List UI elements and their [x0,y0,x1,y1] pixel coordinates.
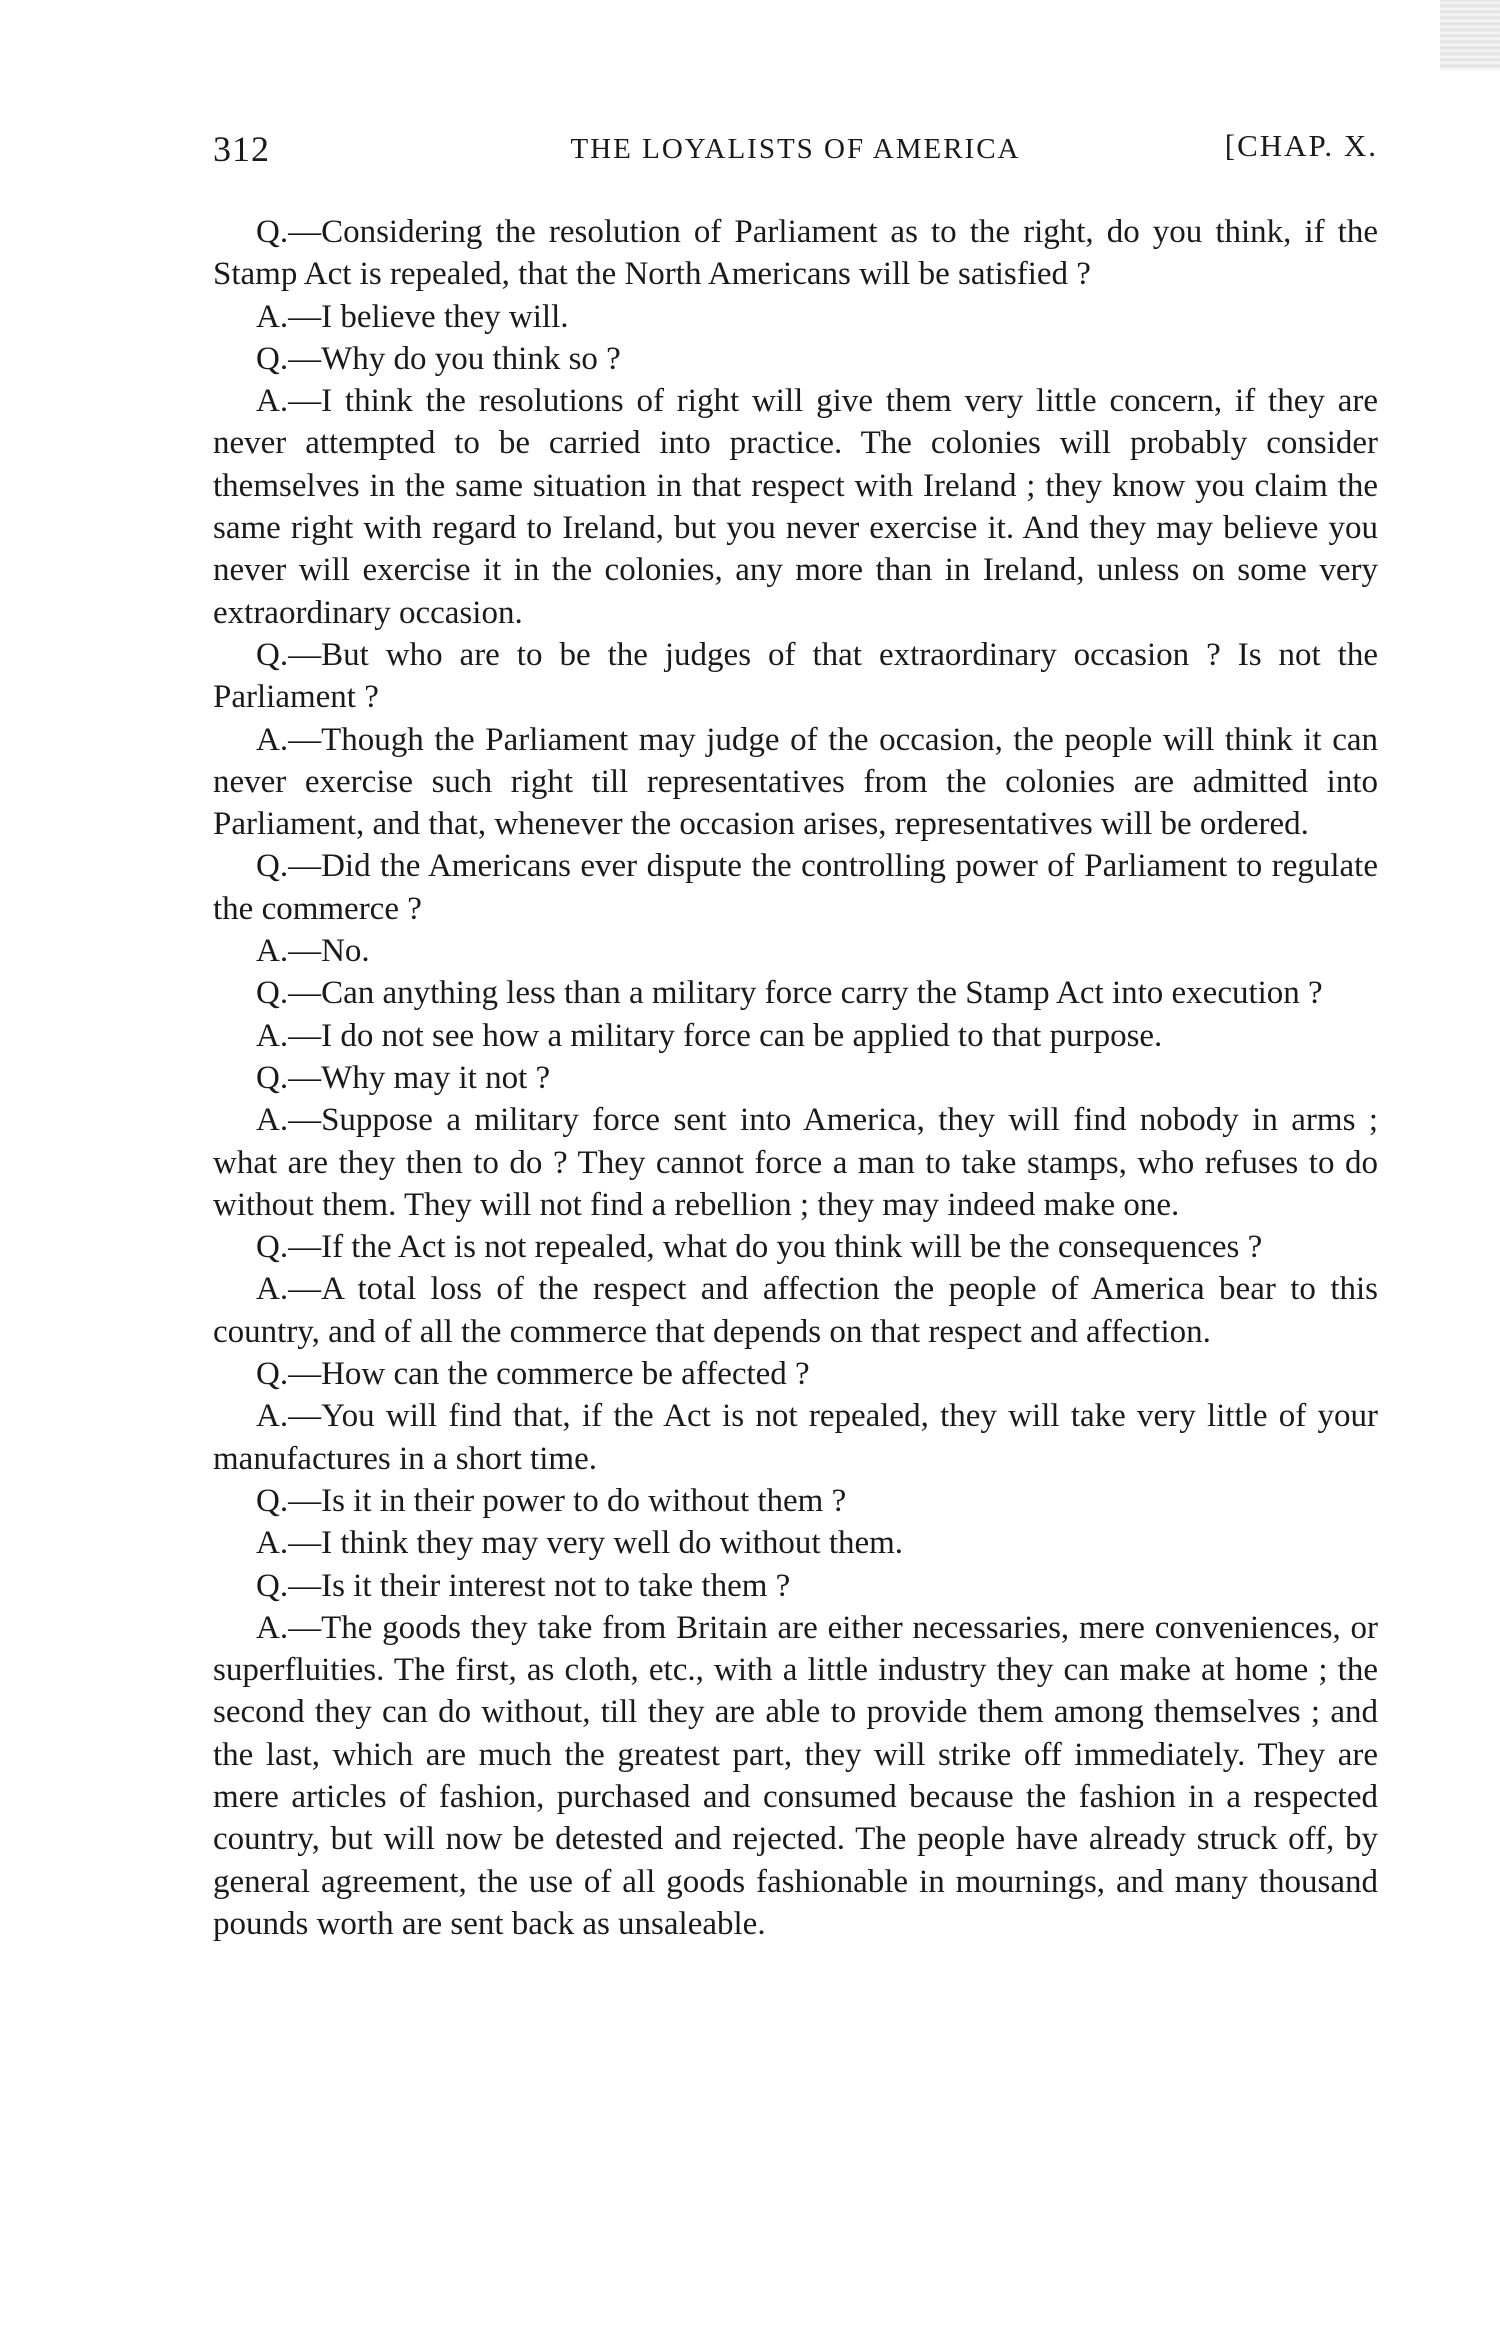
paragraph: A.—You will find that, if the Act is not repealed, they will take very little of your manufactures in a short time. [213,1398,1378,1477]
paragraph: Q.—But who are to be the judges of that extraordinary occasion ? Is not the Parliament ? [213,636,1378,716]
page-number: 312 [213,129,270,169]
paragraph: Q.—Why may it not ? [256,1059,551,1096]
paragraph: A.—I believe they will. [256,298,569,335]
chapter-label: [CHAP. X. [1224,128,1378,163]
paragraph: A.—The goods they take from Britain are either necessaries, mere conveniences, or superfluities. The first, as cloth, etc., with a little industry they can make at home ; the second they can do without, till they are able to provide them among themselves ; and the last, which are much the greatest part, they will strike off immediately. They are mere articles of fashion, purchased and consumed because the fashion in a respected country, but will now be detested and rejected. The people have already struck off, by general agreement, the use of all goods fashionable in mournings, and many thousand pounds worth are sent back as unsaleable. [213,1609,1378,1942]
running-title: THE LOYALISTS OF AMERICA [570,133,1021,165]
paragraph: A.—I do not see how a military force can be applied to that purpose. [256,1017,1163,1054]
paragraph: A.—I think the resolutions of right will give them very little concern, if they are never attempted to be carried into practice. The colonies will probably consider themselves in the same situation in that respect with Ireland ; they know you claim the same right with regard to Ireland, but you never exercise it. And they may believe you never will exercise it in the colonies, any more than in Ireland, unless on some very extraordinary occasion. [213,383,1378,631]
paragraph: Q.—Can anything less than a military force carry the Stamp Act into execution ? [256,975,1323,1012]
paragraph: A.—I think they may very well do without them. [256,1525,904,1562]
running-header [213,128,1378,178]
paragraph: A.—Suppose a military force sent into America, they will find nobody in arms ; what are they then to do ? They cannot force a man to take stamps, who refuses to do without them. They will not find a rebellion ; they may indeed make one. [213,1102,1378,1223]
scan-edge-artifact [1440,0,1500,70]
paragraph: Q.—Is it in their power to do without them ? [256,1482,847,1519]
paragraph: Q.—How can the commerce be affected ? [256,1356,810,1393]
page-body [213,211,1378,1945]
paragraph: A.—No. [256,933,370,970]
paragraph: A.—A total loss of the respect and affection the people of America bear to this country, and of all the commerce that depends on that respect and affection. [213,1271,1378,1350]
paragraph: Q.—Did the Americans ever dispute the controlling power of Parliament to regulate the commerce ? [213,848,1378,927]
paragraph: Q.—Considering the resolution of Parliament as to the right, do you think, if the Stamp Act is repealed, that the North Americans will be satisfied ? [213,214,1378,293]
paragraph: Q.—Why do you think so ? [256,340,621,377]
paragraph: Q.—If the Act is not repealed, what do you think will be the consequences ? [256,1229,1263,1266]
paragraph: A.—Though the Parliament may judge of the occasion, the people will think it can never exercise such right till representatives from the colonies are admitted into Parliament, and that, whenever the occasion arises, representatives will be ordered. [213,721,1378,843]
paragraph: Q.—Is it their interest not to take them ? [256,1567,791,1604]
